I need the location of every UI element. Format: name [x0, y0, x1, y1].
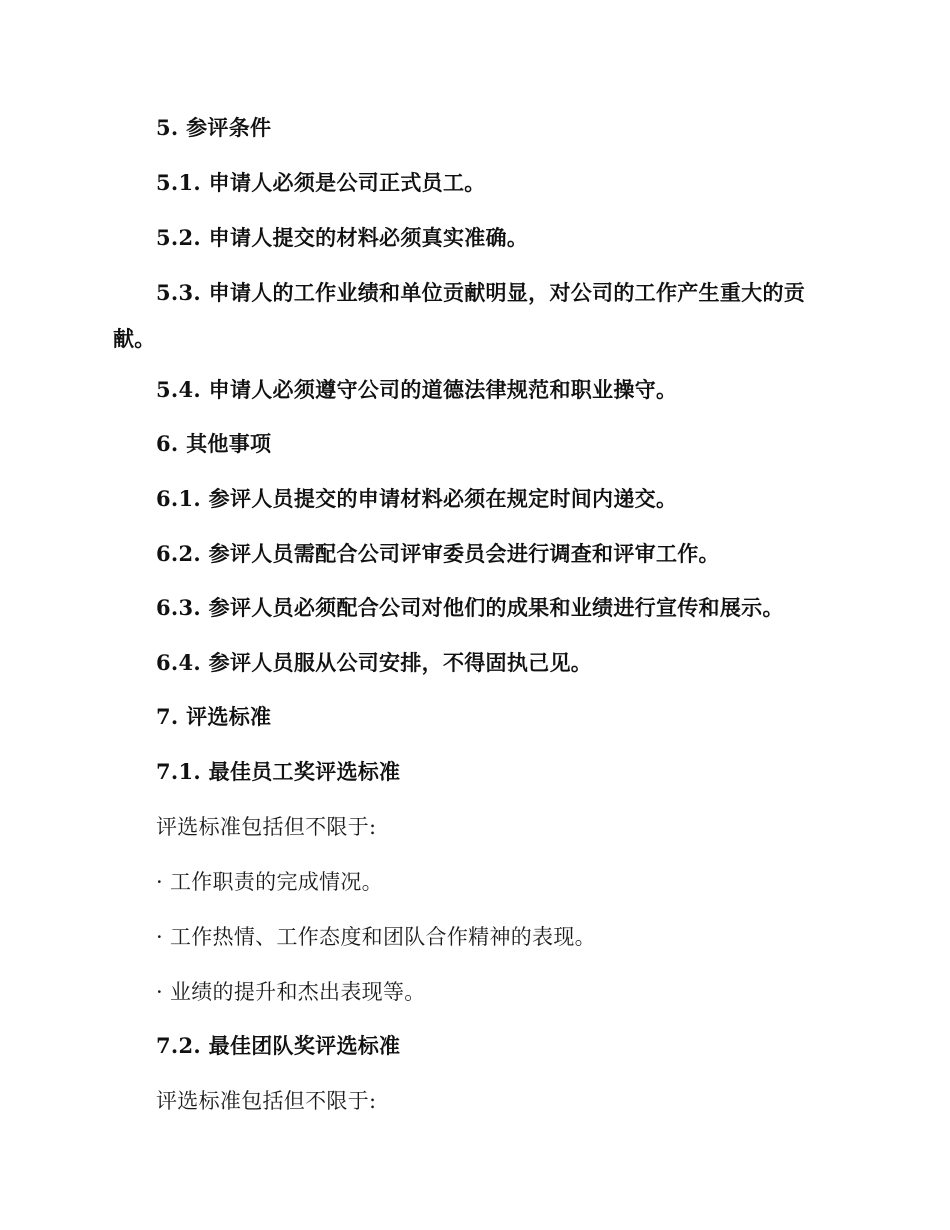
- section-heading-6: 6. 其他事项: [156, 431, 272, 456]
- subheading-7-2: 7.2. 最佳团队奖评选标准: [156, 1033, 401, 1058]
- paragraph-6-4: 6.4. 参评人员服从公司安排，不得固执己见。: [156, 650, 593, 675]
- paragraph-5-1: 5.1. 申请人必须是公司正式员工。: [156, 170, 486, 195]
- subheading-7-1: 7.1. 最佳员工奖评选标准: [156, 759, 401, 784]
- paragraph-6-1: 6.1. 参评人员提交的申请材料必须在规定时间内递交。: [156, 486, 678, 511]
- criteria-intro: 评选标准包括但不限于:: [156, 1089, 377, 1113]
- bullet-item: · 工作职责的完成情况。: [156, 870, 383, 894]
- paragraph-6-3: 6.3. 参评人员必须配合公司对他们的成果和业绩进行宣传和展示。: [156, 595, 784, 620]
- section-heading-7: 7. 评选标准: [156, 704, 272, 729]
- paragraph-6-2: 6.2. 参评人员需配合公司评审委员会进行调查和评审工作。: [156, 541, 720, 566]
- bullet-item: · 工作热情、工作态度和团队合作精神的表现。: [156, 925, 596, 949]
- paragraph-5-2: 5.2. 申请人提交的材料必须真实准确。: [156, 225, 529, 250]
- bullet-item: · 业绩的提升和杰出表现等。: [156, 980, 426, 1004]
- paragraph-5-3: 5.3. 申请人的工作业绩和单位贡献明显，对公司的工作产生重大的贡献。: [113, 280, 806, 351]
- paragraph-5-4: 5.4. 申请人必须遵守公司的道德法律规范和职业操守。: [156, 377, 678, 402]
- criteria-intro: 评选标准包括但不限于:: [156, 815, 377, 839]
- section-heading-5: 5. 参评条件: [156, 115, 272, 140]
